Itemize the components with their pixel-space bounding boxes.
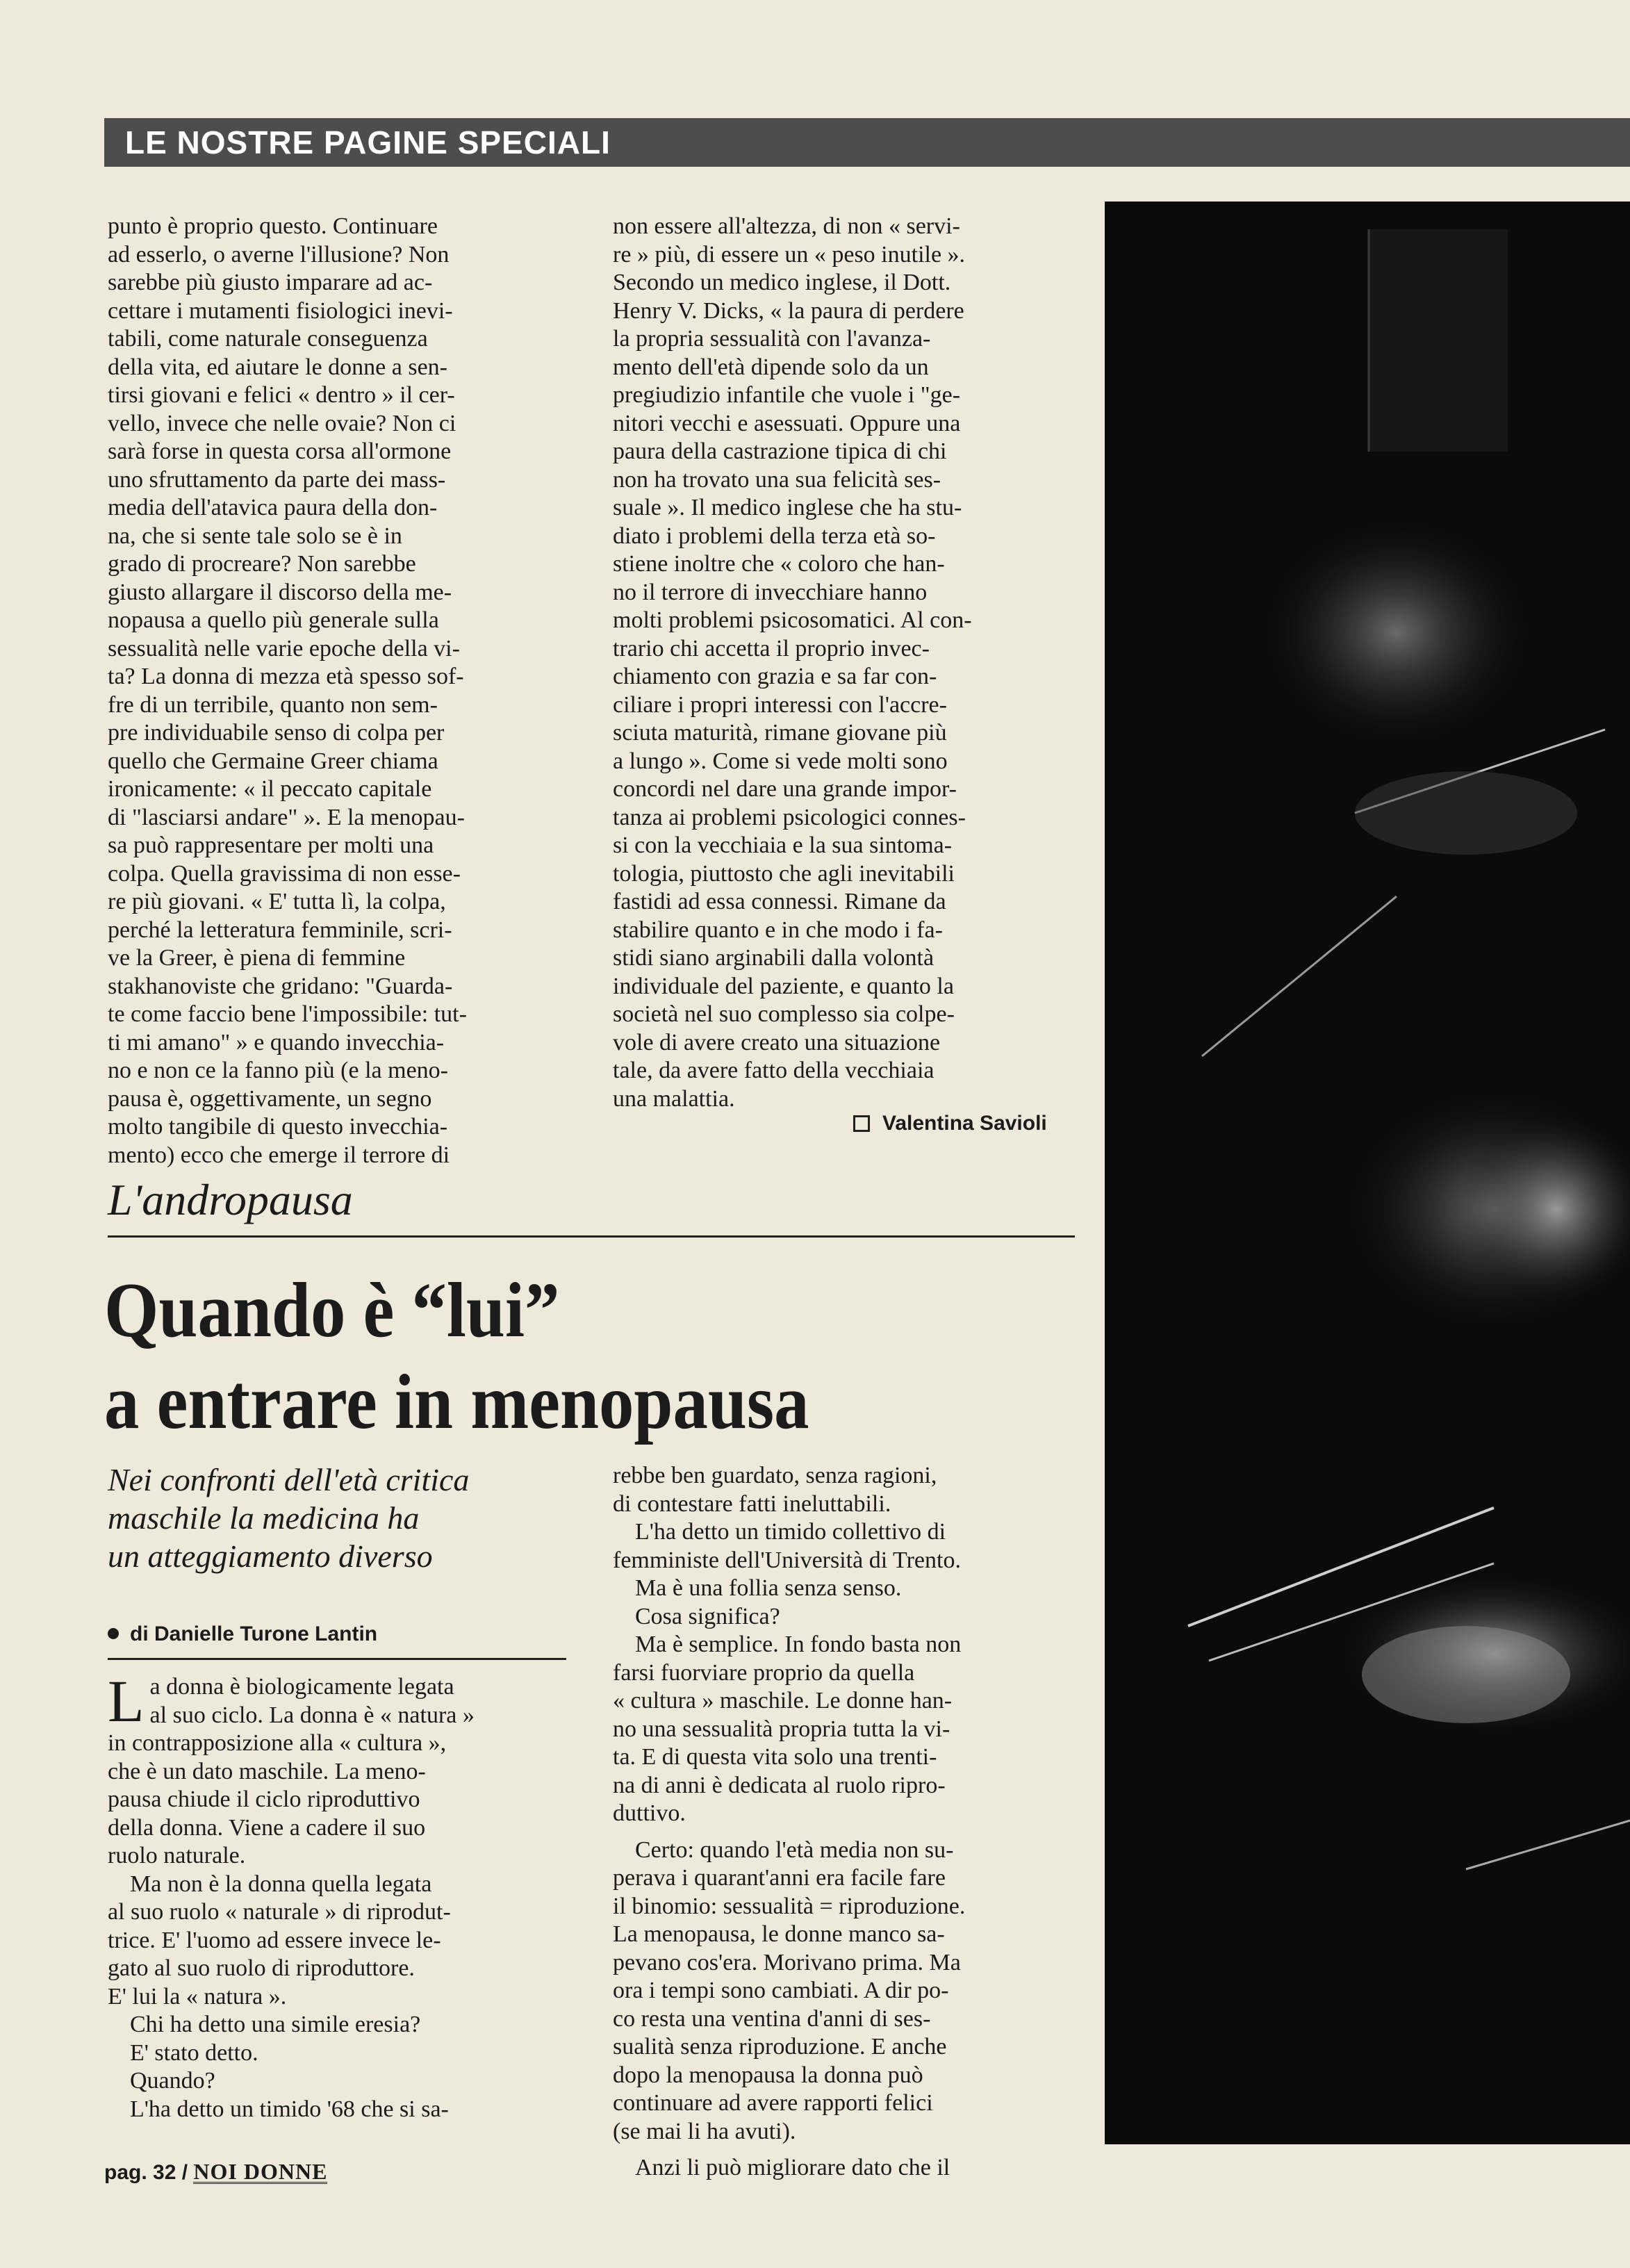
headline-line1: Quando è “lui” [104, 1267, 560, 1354]
text-line: colpa. Quella gravissima di non esse- [108, 860, 461, 887]
photo-image [1105, 202, 1630, 2144]
text-line: perché la letteratura femminile, scri- [108, 917, 452, 943]
text-line: cettare i mutamenti fisiologici inevi- [108, 297, 453, 324]
text-line: della vita, ed aiutare le donne a sen- [108, 354, 447, 380]
text-line: individuale del paziente, e quanto la [613, 973, 954, 999]
byline-divider [108, 1658, 566, 1660]
text-line: il binomio: sessualità = riproduzione. [613, 1893, 966, 1919]
article1-column2 [613, 213, 1103, 1113]
text-line: sarà forse in questa corsa all'ormone [108, 438, 452, 464]
text-line: pevano cos'era. Morivano prima. Ma [613, 1949, 961, 1975]
text-line: grado di procreare? Non sarebbe [108, 551, 416, 577]
text-line: molti problemi psicosomatici. Al con- [613, 607, 972, 633]
article2-column2 [613, 1462, 1075, 2183]
deck-line: maschile la medicina ha [108, 1500, 420, 1536]
article-photo [1105, 202, 1630, 2144]
text-line: « cultura » maschile. Le donne han- [613, 1688, 953, 1714]
text-line: ironicamente: « il peccato capitale [108, 776, 432, 802]
text-line: re più giovani. « E' tutta lì, la colpa, [108, 889, 446, 914]
text-line: nitori vecchi e asessuati. Oppure una [613, 410, 961, 436]
text-line: non essere all'altezza, di non « servi- [613, 213, 960, 239]
text-line: L'ha detto un timido '68 che si sa- [130, 2096, 449, 2122]
text-line: suale ». Il medico inglese che ha stu- [613, 495, 962, 520]
text-line: Quando? [130, 2068, 215, 2094]
text-line: na, che si sente tale solo se è in [108, 523, 402, 549]
text-line: stidi siano arginabili dalla volontà [613, 945, 935, 971]
text-line: media dell'atavica paura della don- [108, 495, 438, 520]
text-line: stabilire quanto e in che modo i fa- [613, 917, 943, 943]
text-line: uno sfruttamento da parte dei mass- [108, 466, 446, 493]
text-line: che è un dato maschile. La meno- [108, 1758, 426, 1784]
page-footer [104, 2161, 327, 2185]
text-line: stiene inoltre che « coloro che han- [613, 551, 945, 577]
article2-byline [108, 1622, 377, 1646]
text-line: ad esserlo, o averne l'illusione? Non [108, 241, 450, 268]
text-line: diato i problemi della terza età so- [613, 523, 936, 549]
text-line: dopo la menopausa la donna può [613, 2062, 923, 2088]
text-line: Cosa significa? [635, 1603, 780, 1629]
text-line: ruolo naturale. [108, 1843, 246, 1868]
text-line: pregiudizio infantile che vuole i "ge- [613, 382, 961, 408]
text-line: vello, invece che nelle ovaie? Non ci [108, 410, 456, 436]
text-line: paura della castrazione tipica di chi [613, 438, 947, 464]
text-line: di contestare fatti ineluttabili. [613, 1490, 891, 1517]
magazine-logo: NOI DONNE [193, 2159, 328, 2184]
deck-line: Nei confronti dell'età critica [108, 1462, 470, 1497]
text-line: tabili, come naturale conseguenza [108, 326, 428, 352]
text-line: tale, da avere fatto della vecchiaia [613, 1058, 935, 1083]
bullet-icon [108, 1628, 119, 1639]
text-line: non ha trovato una sua felicità ses- [613, 466, 941, 493]
drop-cap: L [108, 1668, 145, 1734]
text-line: no una sessualità propria tutta la vi- [613, 1716, 950, 1742]
text-line: società nel suo complesso sia colpe- [613, 1001, 955, 1027]
article1-author-name: Valentina Savioli [882, 1112, 1047, 1135]
text-line: tirsi giovani e felici « dentro » il cer- [108, 382, 455, 408]
text-line: Ma non è la donna quella legata [130, 1871, 432, 1897]
text-line: La menopausa, le donne manco sa- [613, 1921, 945, 1947]
text-line: concordi nel dare una grande impor- [613, 776, 957, 802]
text-line: fastidi ad essa connessi. Rimane da [613, 889, 946, 914]
text-line: L'ha detto un timido collettivo di [635, 1519, 946, 1545]
text-line: Ma è una follia senza senso. [635, 1575, 902, 1601]
text-line: femministe dell'Università di Trento. [613, 1547, 961, 1573]
text-line: sa può rappresentare per molti una [108, 832, 434, 858]
text-line: ve la Greer, è piena di femmine [108, 945, 406, 971]
text-line: sessualità nelle varie epoche della vi- [108, 635, 460, 662]
text-line: Ma è semplice. In fondo basta non [635, 1632, 962, 1657]
article2-kicker: L'andropausa [108, 1175, 353, 1224]
text-line: rebbe ben guardato, senza ragioni, [613, 1463, 937, 1488]
text-line: Certo: quando l'età media non su- [635, 1836, 954, 1863]
text-line: a lungo ». Come si vede molti sono [613, 748, 948, 774]
text-line: continuare ad avere rapporti felici [613, 2090, 933, 2116]
text-line: Anzi li può migliorare dato che il [635, 2155, 950, 2180]
text-line: giusto allargare il discorso della me- [108, 579, 452, 605]
text-line: al suo ciclo. La donna è « natura » [149, 1702, 475, 1728]
text-line: Chi ha detto una simile eresia? [130, 2012, 421, 2037]
article2-headline [104, 1265, 809, 1448]
text-line: farsi fuorviare proprio da quella [613, 1659, 915, 1686]
text-line: Henry V. Dicks, « la paura di perdere [613, 297, 964, 324]
text-line: fre di un terribile, quanto non sem- [108, 691, 438, 718]
text-line: della donna. Viene a cadere il suo [108, 1814, 426, 1841]
kicker-divider [108, 1235, 1075, 1238]
headline-line2: a entrare in menopausa [104, 1359, 809, 1445]
text-line: stakhanoviste che gridano: "Guarda- [108, 973, 453, 999]
text-line: in contrapposizione alla « cultura », [108, 1730, 447, 1756]
text-line: ora i tempi sono cambiati. A dir po- [613, 1978, 949, 2003]
text-line: E' lui la « natura ». [108, 1983, 287, 2010]
text-line: al suo ruolo « naturale » di riprodut- [108, 1899, 451, 1925]
text-line: mento) ecco che emerge il terrore di [108, 1142, 450, 1168]
text-line: quello che Germaine Greer chiama [108, 748, 438, 774]
text-line: tanza ai problemi psicologici connes- [613, 804, 966, 830]
text-line: co resta una ventina d'anni di ses- [613, 2005, 931, 2032]
section-header-label: LE NOSTRE PAGINE SPECIALI [125, 124, 611, 161]
text-line: ciliare i propri interessi con l'accre- [613, 691, 947, 718]
article1-author [853, 1112, 1047, 1135]
text-line: perava i quarant'anni era facile fare [613, 1865, 946, 1891]
text-line: E' stato detto. [130, 2039, 258, 2066]
text-line: duttivo. [613, 1800, 686, 1826]
footer-separator: / [181, 2161, 188, 2184]
text-line: no il terrore di invecchiare hanno [613, 579, 928, 605]
text-line: mento dell'età dipende solo da un [613, 354, 929, 380]
text-line: te come faccio bene l'impossibile: tut- [108, 1001, 467, 1027]
text-line: trario chi accetta il proprio invec- [613, 635, 930, 662]
text-line: ti mi amano" » e quando invecchia- [108, 1029, 445, 1055]
text-line: no e non ce la fanno più (e la meno- [108, 1058, 448, 1083]
text-line: (se mai li ha avuti). [613, 2118, 796, 2144]
text-line: sarebbe più giusto imparare ad ac- [108, 270, 433, 295]
text-line: ta? La donna di mezza età spesso sof- [108, 664, 464, 689]
article2-deck [108, 1461, 566, 1575]
text-line: Secondo un medico inglese, il Dott. [613, 270, 951, 295]
byline-text: di Danielle Turone Lantin [130, 1622, 378, 1645]
text-line: vole di avere creato una situazione [613, 1029, 941, 1055]
article1-column1 [108, 213, 587, 1169]
text-line: trice. E' l'uomo ad essere invece le- [108, 1927, 441, 1953]
text-line: chiamento con grazia e sa far con- [613, 664, 937, 689]
text-line: nopausa a quello più generale sulla [108, 607, 439, 633]
text-line: re » più, di essere un « peso inutile ». [613, 241, 966, 268]
section-header-bar [104, 118, 1630, 167]
text-line: ta. E di questa vita solo una trenti- [613, 1744, 937, 1770]
text-line: di "lasciarsi andare" ». E la menopau- [108, 804, 465, 830]
text-line: pre individuabile senso di colpa per [108, 720, 445, 746]
end-square-icon [853, 1115, 870, 1132]
text-line: sualità senza riproduzione. E anche [613, 2034, 947, 2060]
text-line: si con la vecchiaia e la sua sintoma- [613, 832, 953, 858]
text-line: pausa chiude il ciclo riproduttivo [108, 1786, 420, 1812]
text-line: punto è proprio questo. Continuare [108, 213, 438, 239]
text-line: a donna è biologicamente legata [149, 1674, 454, 1700]
article2-column1 [108, 1668, 570, 2123]
page-number: pag. 32 [104, 2161, 176, 2184]
text-line: na di anni è dedicata al ruolo ripro- [613, 1772, 946, 1798]
text-line: tologia, piuttosto che agli inevitabili [613, 860, 955, 887]
text-line: pausa è, oggettivamente, un segno [108, 1085, 432, 1112]
text-line: sciuta maturità, rimane giovane più [613, 720, 947, 746]
text-line: una malattia. [613, 1085, 735, 1112]
text-line: la propria sessualità con l'avanza- [613, 326, 931, 352]
text-line: molto tangibile di questo invecchia- [108, 1114, 448, 1140]
deck-line: un atteggiamento diverso [108, 1538, 433, 1574]
text-line: gato al suo ruolo di riproduttore. [108, 1955, 415, 1981]
